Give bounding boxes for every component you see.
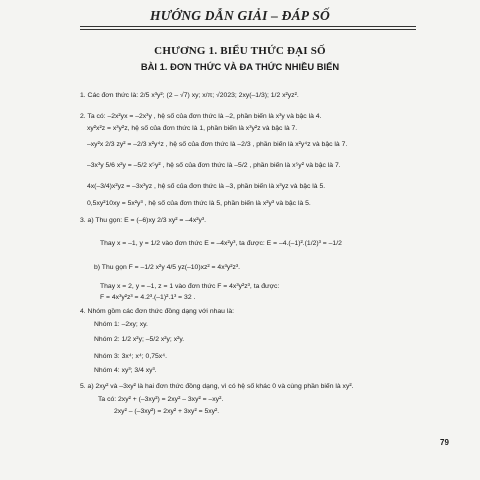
answer-line: –3x³y 5/6 x²y = –5/2 x⁵y² , hệ số của đơn thức là –5/2 , phần biến là x⁵y² và bậc là 7. [87,162,341,169]
answer-line: 2xy² – (–3xy²) = 2xy² + 3xy² = 5xy². [114,408,220,415]
answer-line: xy²x²z = x³y²z, hệ số của đơn thức là 1, phần biến là x³y²z và bậc là 7. [87,125,298,132]
answer-line: Nhóm 1: –2xy; xy. [94,321,148,328]
page-number: 79 [440,438,449,447]
answer-line: 1. Các đơn thức là: 2/5 x³y²; (2 – √7) xy; x/π; √2023; 2xy(–1/3); 1/2 x²yz². [80,92,299,99]
answer-line: 2. Ta có: –2x²yx = –2x³y , hệ số của đơn thức là –2, phần biến là x³y và bậc là 4. [80,113,322,120]
answer-line: 3. a) Thu gọn: E = (–6)xy 2/3 xy² = –4x²y³. [80,217,207,224]
header-rule-thin [80,29,416,30]
answer-line: 4. Nhóm gồm các đơn thức đồng dạng với nhau là: [80,308,235,315]
answer-line: b) Thu gọn F = –1/2 x²y 4/5 yz(–10)xz² = 4x³y²z³. [94,264,241,271]
answer-line: Nhóm 2: 1/2 x²y; –5/2 x²y; x²y. [94,336,185,343]
answer-line: Ta có: 2xy² + (–3xy²) = 2xy² – 3xy² = –xy². [98,396,224,403]
answer-line: Nhóm 3: 3x⁴; x⁴; 0,75x⁴. [94,353,167,360]
answer-line: Nhóm 4: xy³; 3/4 xy³. [94,367,157,374]
answer-line: 4x(–3/4)x²yz = –3x³yz , hệ số của đơn thức là –3, phần biến là x³yz và bậc là 5. [87,183,326,190]
lesson-title: BÀI 1. ĐƠN THỨC VÀ ĐA THỨC NHIỀU BIẾN [140,61,340,72]
answer-line: Thay x = 2, y = –1, z = 1 vào đơn thức F = 4x³y²z³, ta được: [100,283,280,290]
answer-line: 5. a) 2xy² và –3xy² là hai đơn thức đồng dạng, vì có hệ số khác 0 và cùng phần biến là xy². [80,383,354,390]
answer-line: Thay x = –1, y = 1/2 vào đơn thức E = –4x²y³, ta được: E = –4.(–1)².(1/2)³ = –1/2 [100,240,342,247]
answer-line: 0,5xy²10xy = 5x²y³ , hệ số của đơn thức là 5, phần biến là x²y³ và bậc là 5. [87,200,311,207]
header-title: HƯỚNG DẪN GIẢI – ĐÁP SỐ [150,8,330,23]
chapter-title: CHƯƠNG 1. BIỂU THỨC ĐẠI SỐ [154,45,326,57]
answer-line: F = 4x³y²z³ = 4.2³.(–1)².1³ = 32 . [100,294,196,301]
answer-line: –xy²x 2/3 zy² = –2/3 x²y⁴z , hệ số của đơn thức là –2/3 , phần biến là x²y⁴z và bậc là 7. [87,141,348,148]
header-rule [80,26,416,27]
